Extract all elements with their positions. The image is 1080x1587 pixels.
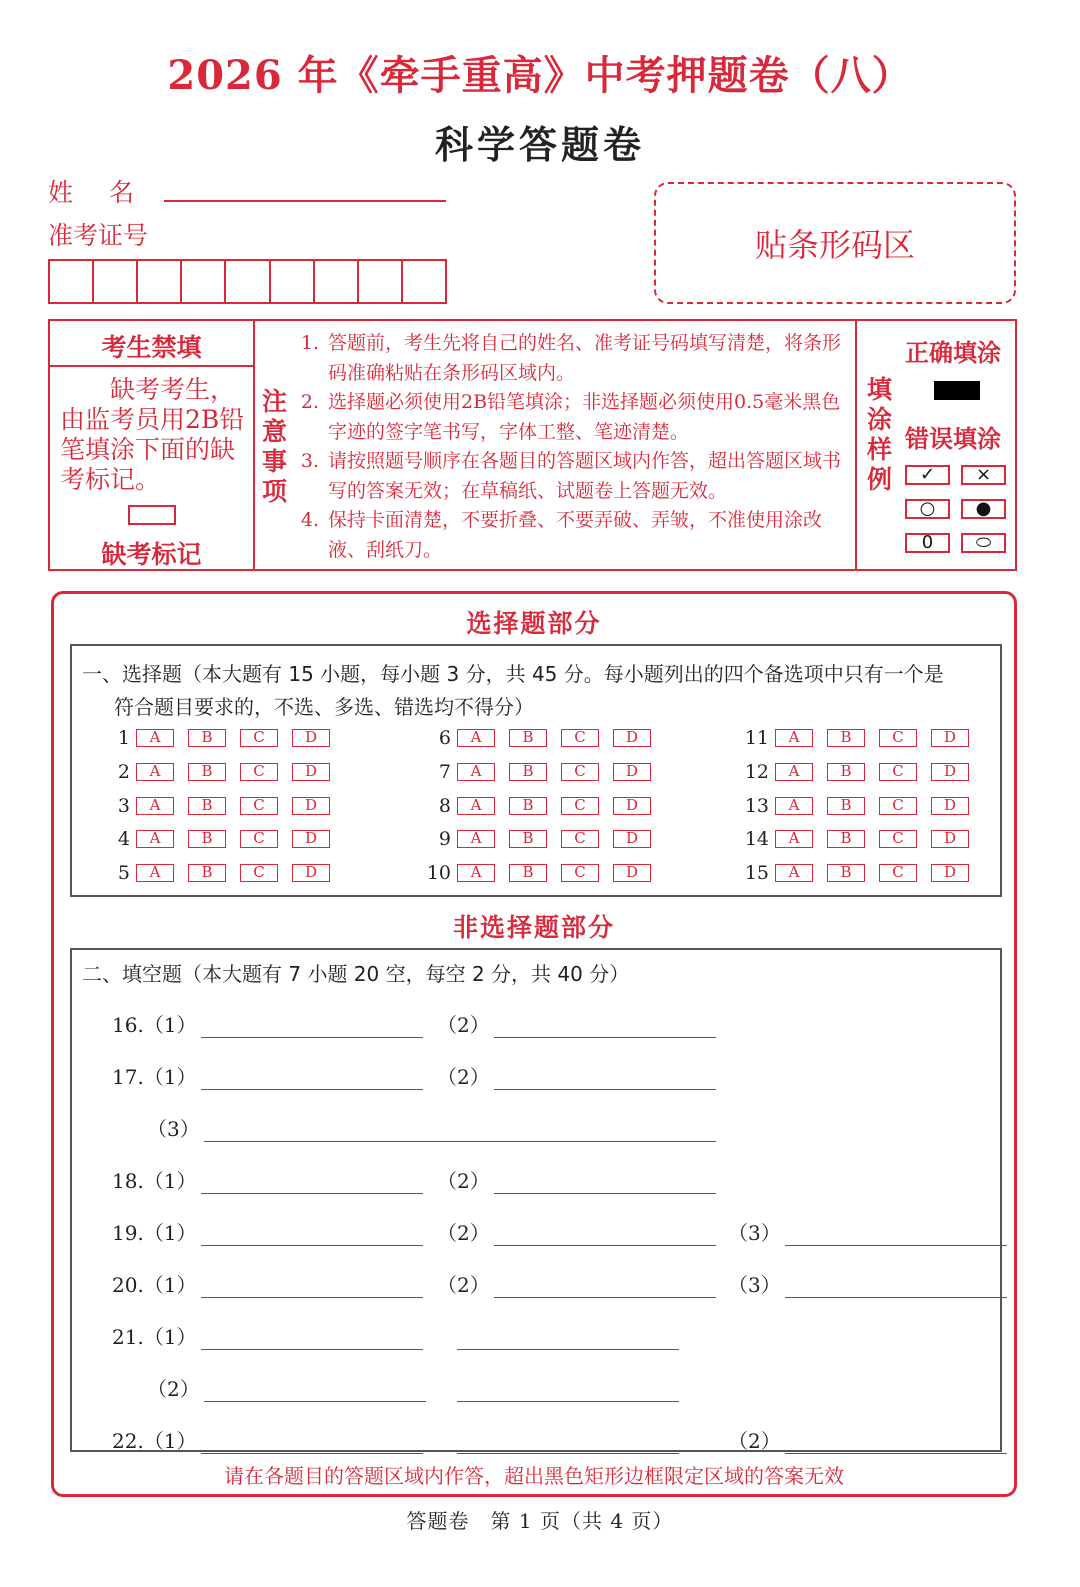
- answer-line[interactable]: [494, 1014, 716, 1038]
- question-number: 15: [744, 862, 769, 884]
- horizontal-ellipse-icon: ⬭: [975, 532, 992, 553]
- answer-option-c[interactable]: C: [240, 864, 278, 882]
- answer-line[interactable]: [457, 1430, 679, 1454]
- answer-blank[interactable]: [112, 1164, 423, 1194]
- fill-section-title: 非选择题部分: [452, 913, 615, 942]
- question-number: 12: [744, 761, 769, 783]
- answer-line[interactable]: [494, 1066, 716, 1090]
- wrong-fill-label: 错误填涂: [905, 425, 1001, 453]
- note-item: [292, 506, 852, 565]
- wrong-fill-check-sample: [905, 465, 950, 485]
- answer-option-a[interactable]: A: [457, 729, 495, 747]
- choice-question-row: [102, 727, 344, 749]
- answer-option-a[interactable]: A: [457, 864, 495, 882]
- blank-label: （2）: [437, 1221, 490, 1245]
- question-number: 11: [744, 727, 769, 749]
- answer-option-c[interactable]: C: [561, 729, 599, 747]
- correct-fill-sample: [934, 381, 980, 400]
- answer-option-c[interactable]: C: [561, 864, 599, 882]
- answer-option-a[interactable]: A: [136, 830, 174, 848]
- answer-option-b[interactable]: B: [827, 763, 865, 781]
- answer-option-b[interactable]: B: [827, 797, 865, 815]
- choice-question-row: [102, 828, 344, 850]
- exam-id-digit-box[interactable]: [359, 261, 403, 302]
- question-number: 7: [438, 761, 451, 783]
- page-subtitle: 科学答题卷: [434, 122, 645, 167]
- blank-label: （3）: [728, 1273, 781, 1297]
- absent-mark-label: 缺考标记: [101, 540, 202, 569]
- answer-option-c[interactable]: C: [879, 729, 917, 747]
- answer-option-c[interactable]: C: [879, 763, 917, 781]
- answer-option-a[interactable]: A: [775, 830, 813, 848]
- answer-option-d[interactable]: D: [931, 830, 969, 848]
- note-item: [292, 447, 852, 506]
- answer-option-c[interactable]: C: [879, 830, 917, 848]
- answer-option-d[interactable]: D: [292, 864, 330, 882]
- answer-option-b[interactable]: B: [827, 830, 865, 848]
- question-number: 6: [438, 727, 451, 749]
- answer-blank[interactable]: [728, 1424, 1007, 1454]
- fill-example-heading: 填涂样例: [867, 375, 893, 494]
- notes-heading: 注意事项: [262, 387, 288, 506]
- blank-label: （3）: [147, 1117, 200, 1141]
- answer-option-c[interactable]: C: [879, 797, 917, 815]
- answer-line[interactable]: [494, 1274, 716, 1298]
- exam-id-digit-box[interactable]: [182, 261, 226, 302]
- answer-option-b[interactable]: B: [188, 864, 226, 882]
- choice-question-row: [102, 862, 344, 884]
- absent-panel-heading: 考生禁填: [50, 321, 253, 367]
- note-item: [292, 388, 852, 447]
- answer-option-a[interactable]: A: [457, 797, 495, 815]
- answer-option-c[interactable]: C: [240, 830, 278, 848]
- answer-option-c[interactable]: C: [561, 830, 599, 848]
- answer-blank[interactable]: [728, 1268, 1007, 1298]
- page-title: 2026 年《牵手重高》中考押题卷（八）: [167, 52, 913, 99]
- vertical-oval-icon: 0: [921, 532, 934, 553]
- answer-blank[interactable]: [112, 1424, 423, 1454]
- question-number: 13: [744, 795, 769, 817]
- answer-line[interactable]: [201, 1430, 423, 1454]
- answer-option-a[interactable]: A: [775, 729, 813, 747]
- answer-line[interactable]: [457, 1326, 679, 1350]
- answer-blank[interactable]: [147, 1372, 426, 1402]
- answer-section: [51, 591, 1017, 1497]
- exam-id-digit-box[interactable]: [315, 261, 359, 302]
- exam-id-digit-box[interactable]: [138, 261, 182, 302]
- answer-blank[interactable]: [112, 1268, 423, 1298]
- answer-option-a[interactable]: A: [136, 864, 174, 882]
- exam-id-label: 准考证号: [48, 221, 149, 250]
- blank-label: （3）: [728, 1221, 781, 1245]
- fill-answer-box: [70, 948, 1002, 1452]
- question-number: 1: [117, 727, 130, 749]
- answer-option-a[interactable]: A: [136, 729, 174, 747]
- answer-line[interactable]: [494, 1170, 716, 1194]
- answer-blank[interactable]: [437, 1268, 716, 1298]
- answer-line[interactable]: [201, 1014, 423, 1038]
- question-number: 5: [117, 862, 130, 884]
- blank-label: 18.（1）: [112, 1169, 197, 1193]
- note-number: 4.: [300, 509, 320, 531]
- answer-option-a[interactable]: A: [775, 763, 813, 781]
- question-number: 3: [117, 795, 130, 817]
- barcode-area: [654, 182, 1016, 304]
- blank-label: 22.（1）: [112, 1429, 197, 1453]
- answer-option-b[interactable]: B: [188, 729, 226, 747]
- answer-blank[interactable]: [147, 1112, 716, 1142]
- answer-line[interactable]: [785, 1430, 1007, 1454]
- note-item: [292, 329, 852, 388]
- blank-label: 20.（1）: [112, 1273, 197, 1297]
- answer-blank[interactable]: [112, 1060, 423, 1090]
- answer-option-d[interactable]: D: [613, 830, 651, 848]
- answer-option-d[interactable]: D: [931, 729, 969, 747]
- answer-blank[interactable]: [728, 1216, 1007, 1246]
- notes-list: [292, 329, 852, 565]
- fill-instructions: 二、填空题（本大题有 7 小题 20 空，每空 2 分，共 40 分）: [82, 962, 630, 986]
- note-text: 选择题必须使用2B铅笔填涂；非选择题必须使用0.5毫米黑色字迹的签字笔书写，字体工整、笔迹清楚。: [328, 391, 841, 443]
- filled-dot-icon: ●: [975, 498, 992, 519]
- check-icon: ✓: [919, 464, 936, 485]
- wrong-fill-dot-sample: [961, 499, 1006, 519]
- absent-panel: [50, 321, 255, 569]
- answer-option-b[interactable]: B: [509, 797, 547, 815]
- answer-option-a[interactable]: A: [457, 763, 495, 781]
- absent-mark-box[interactable]: [128, 505, 176, 525]
- blank-label: （2）: [437, 1273, 490, 1297]
- answer-line[interactable]: [204, 1118, 716, 1142]
- exam-id-digit-box[interactable]: [50, 261, 94, 302]
- wrong-fill-circle-sample: [905, 499, 950, 519]
- answer-option-c[interactable]: C: [879, 864, 917, 882]
- choice-question-row: [423, 828, 665, 850]
- answer-line[interactable]: [201, 1274, 423, 1298]
- choice-instructions: [82, 658, 994, 724]
- wrong-fill-cross-sample: [961, 465, 1006, 485]
- choice-question-row: [741, 828, 983, 850]
- answer-line[interactable]: [201, 1170, 423, 1194]
- answer-option-b[interactable]: B: [509, 864, 547, 882]
- answer-blank[interactable]: [437, 1060, 716, 1090]
- blank-label: （2）: [728, 1429, 781, 1453]
- answer-option-d[interactable]: D: [931, 797, 969, 815]
- question-number: 4: [117, 828, 130, 850]
- answer-option-b[interactable]: B: [509, 763, 547, 781]
- answer-option-d[interactable]: D: [931, 864, 969, 882]
- answer-option-c[interactable]: C: [240, 763, 278, 781]
- circle-icon: ○: [919, 498, 936, 519]
- exam-id-digit-box[interactable]: [403, 261, 445, 302]
- note-number: 3.: [300, 450, 320, 472]
- answer-option-d[interactable]: D: [613, 797, 651, 815]
- blank-label: 19.（1）: [112, 1221, 197, 1245]
- answer-blank[interactable]: [437, 1216, 716, 1246]
- answer-option-b[interactable]: B: [188, 763, 226, 781]
- blank-label: （2）: [437, 1169, 490, 1193]
- answer-blank[interactable]: [453, 1424, 679, 1454]
- answer-option-c[interactable]: C: [240, 797, 278, 815]
- answer-option-d[interactable]: D: [292, 830, 330, 848]
- answer-line[interactable]: [457, 1378, 679, 1402]
- answer-option-c[interactable]: C: [561, 797, 599, 815]
- wrong-fill-oval-sample: [905, 533, 950, 553]
- note-text: 保持卡面清楚，不要折叠、不要弄破、弄皱，不准使用涂改液、刮纸刀。: [328, 509, 823, 561]
- answer-option-a[interactable]: A: [775, 797, 813, 815]
- info-panel: [48, 319, 1017, 571]
- page-footer: 答题卷 第 1 页（共 4 页）: [406, 1509, 674, 1533]
- question-number: 2: [117, 761, 130, 783]
- barcode-label: 贴条形码区: [754, 226, 915, 264]
- blank-label: 16.（1）: [112, 1013, 197, 1037]
- cross-icon: ×: [975, 464, 992, 485]
- answer-blank[interactable]: [112, 1320, 423, 1350]
- answer-option-b[interactable]: B: [188, 830, 226, 848]
- answer-option-c[interactable]: C: [240, 729, 278, 747]
- exam-id-digit-box[interactable]: [271, 261, 315, 302]
- answer-option-d[interactable]: D: [613, 763, 651, 781]
- answer-line[interactable]: [494, 1222, 716, 1246]
- choice-question-row: [423, 761, 665, 783]
- question-number: 9: [438, 828, 451, 850]
- answer-blank[interactable]: [437, 1008, 716, 1038]
- blank-label: （2）: [147, 1377, 200, 1401]
- wrong-fill-ellipse-sample: [961, 533, 1006, 553]
- answer-option-d[interactable]: D: [292, 729, 330, 747]
- note-text: 答题前，考生先将自己的姓名、准考证号码填写清楚，将条形码准确粘贴在条形码区域内。: [328, 332, 842, 384]
- exam-id-boxes[interactable]: [48, 259, 447, 304]
- absent-instructions: 缺考考生，由监考员用2B铅笔填涂下面的缺考标记。: [60, 375, 245, 494]
- question-number: 10: [426, 862, 451, 884]
- answer-line[interactable]: [785, 1274, 1007, 1298]
- answer-option-d[interactable]: D: [613, 729, 651, 747]
- correct-fill-label: 正确填涂: [905, 339, 1001, 367]
- answer-blank[interactable]: [453, 1372, 679, 1402]
- choice-question-row: [741, 727, 983, 749]
- answer-option-b[interactable]: B: [188, 797, 226, 815]
- choice-question-row: [741, 795, 983, 817]
- name-label: 姓名: [48, 178, 171, 207]
- answer-blank[interactable]: [112, 1216, 423, 1246]
- note-text: 请按照题号顺序在各题目的答题区域内作答，超出答题区域书写的答案无效；在草稿纸、试题卷上答题无效。: [328, 450, 842, 502]
- blank-label: （2）: [437, 1065, 490, 1089]
- answer-blank[interactable]: [437, 1164, 716, 1194]
- answer-option-d[interactable]: D: [931, 763, 969, 781]
- section-footer-note: 请在各题目的答题区域内作答，超出黑色矩形边框限定区域的答案无效: [224, 1464, 844, 1488]
- answer-line[interactable]: [201, 1222, 423, 1246]
- note-number: 2.: [300, 391, 320, 413]
- answer-option-d[interactable]: D: [613, 864, 651, 882]
- blank-label: （2）: [437, 1013, 490, 1037]
- answer-option-b[interactable]: B: [509, 729, 547, 747]
- choice-instructions-line: 一、选择题（本大题有 15 小题，每小题 3 分，共 45 分。每小题列出的四个备选项中只有一个是: [82, 662, 944, 686]
- answer-option-d[interactable]: D: [292, 763, 330, 781]
- answer-option-c[interactable]: C: [561, 763, 599, 781]
- question-number: 14: [744, 828, 769, 850]
- question-number: 8: [438, 795, 451, 817]
- answer-blank[interactable]: [453, 1320, 679, 1350]
- choice-question-row: [423, 795, 665, 817]
- answer-option-d[interactable]: D: [292, 797, 330, 815]
- answer-option-a[interactable]: A: [775, 864, 813, 882]
- choice-question-row: [741, 761, 983, 783]
- choice-answer-box: [70, 644, 1002, 897]
- choice-section-title: 选择题部分: [466, 609, 602, 638]
- answer-line[interactable]: [201, 1066, 423, 1090]
- answer-line[interactable]: [785, 1222, 1007, 1246]
- answer-option-a[interactable]: A: [136, 797, 174, 815]
- note-number: 1.: [300, 332, 320, 354]
- exam-id-digit-box[interactable]: [94, 261, 138, 302]
- choice-question-row: [741, 862, 983, 884]
- answer-option-b[interactable]: B: [827, 864, 865, 882]
- choice-question-row: [102, 795, 344, 817]
- answer-option-a[interactable]: A: [457, 830, 495, 848]
- choice-question-row: [423, 727, 665, 749]
- choice-instructions-line: 符合题目要求的，不选、多选、错选均不得分）: [114, 695, 534, 719]
- blank-label: 17.（1）: [112, 1065, 197, 1089]
- answer-option-a[interactable]: A: [136, 763, 174, 781]
- choice-question-row: [423, 862, 665, 884]
- blank-label: 21.（1）: [112, 1325, 197, 1349]
- exam-id-digit-box[interactable]: [226, 261, 270, 302]
- choice-question-row: [102, 761, 344, 783]
- name-field[interactable]: [164, 200, 446, 202]
- answer-line[interactable]: [201, 1326, 423, 1350]
- fill-example-panel: [855, 321, 1015, 569]
- answer-option-b[interactable]: B: [509, 830, 547, 848]
- answer-line[interactable]: [204, 1378, 426, 1402]
- answer-blank[interactable]: [112, 1008, 423, 1038]
- answer-option-b[interactable]: B: [827, 729, 865, 747]
